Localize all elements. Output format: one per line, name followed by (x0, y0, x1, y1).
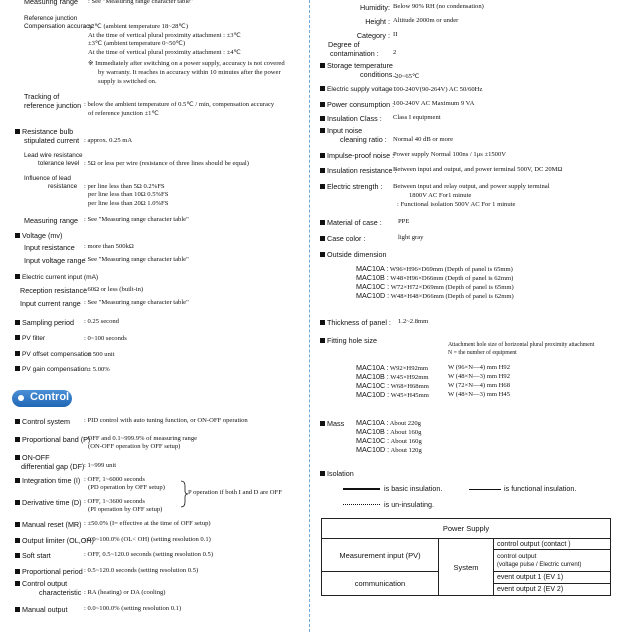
bullet-square-icon (15, 478, 20, 483)
spec-label: PV gain compensation (22, 366, 88, 373)
column-divider (309, 0, 310, 632)
spec-value: -20~65℃ (393, 73, 420, 80)
bullet-square-icon (320, 63, 325, 68)
spec-value: About 120g (390, 447, 422, 454)
spec-influence-label (24, 175, 77, 191)
spec-proportional-band (15, 435, 90, 444)
spec-value: : See "Measuring range character table" (84, 216, 189, 223)
functional-insulation-line-icon (469, 489, 501, 490)
model-name: MAC10B : (356, 372, 389, 381)
spec-value: : 0.5~120.0 seconds (setting resolution 0.5) (84, 567, 199, 574)
spec-label: Input noise (327, 126, 363, 135)
spec-derivative (15, 498, 82, 507)
spec-label: Control output (22, 579, 68, 588)
bullet-square-icon (15, 607, 20, 612)
cell-text: (voltage pulse / Electric current) (497, 561, 582, 568)
spec-label: PV offset compensation (22, 351, 92, 358)
bullet-square-icon (15, 366, 20, 371)
bullet-square-icon (15, 522, 20, 527)
bullet-square-icon (320, 471, 325, 476)
control-output-voltage-cell (494, 550, 611, 572)
bullet-square-icon (320, 236, 325, 241)
event-output-cell (494, 572, 611, 596)
spec-label: differential gap (DF) (21, 461, 85, 471)
spec-label: Material of case : (327, 218, 382, 227)
bullet-square-icon (320, 86, 325, 91)
bullet-square-icon (320, 168, 325, 173)
bullet-square-icon (320, 184, 325, 189)
spec-label: Measuring range (24, 0, 78, 6)
spec-value: : ±2℃ (ambient temperature 18~28℃) (84, 23, 189, 30)
spec-value: (ON-OFF operation by OFF setup) (88, 443, 181, 451)
spec-electric-strength-values (393, 182, 550, 209)
bullet-square-icon (15, 500, 20, 505)
spec-label: contamination : (330, 49, 379, 58)
spec-integration-values (84, 476, 165, 493)
spec-measuring-range-top (24, 0, 193, 7)
legend-basic-insulation: is basic insulation. (384, 484, 443, 493)
spec-soft-start (15, 551, 51, 560)
spec-insulation-resistance (320, 166, 397, 175)
spec-value: : below the ambient temperature of 0.5℃ / min, compensation accuracy (84, 101, 275, 108)
spec-value: per line less than 20Ω 1.0%FS (88, 199, 169, 207)
spec-value: : approx. 0.25 mA (84, 137, 133, 144)
spec-supply-voltage (320, 86, 396, 93)
spec-pv-offset (15, 351, 92, 358)
mass-list (356, 419, 422, 455)
power-supply-cell: Power Supply (322, 519, 611, 539)
spec-value: : See "Measuring range character table" (88, 0, 193, 5)
spec-label: Power consumption : (327, 100, 395, 109)
spec-value: : ± 5.00% (84, 366, 110, 373)
spec-value: light gray (398, 234, 424, 241)
spec-value: : 0.0~100.0% (setting resolution 0.1) (84, 605, 182, 612)
spec-label: Output limiter (OL,OH) (22, 536, 94, 545)
spec-label: Impulse-proof noise : (327, 151, 395, 160)
spec-note: N = the number of equipment (448, 350, 517, 356)
spec-value: W48×H48×D66mm (Depth of panel is 62mm) (390, 293, 514, 300)
bullet-square-icon (320, 338, 325, 343)
spec-tracking-values (84, 101, 274, 118)
spec-case-color (320, 234, 365, 243)
spec-value: : OFF, 1~3600 seconds (84, 498, 145, 505)
spec-value: (PI operation by OFF setup) (88, 506, 163, 514)
spec-degree-label (328, 40, 379, 58)
spec-label: Proportional period (22, 567, 83, 576)
cell-text: event output 1 (EV 1) (494, 572, 610, 584)
bullet-square-icon (320, 153, 325, 158)
bullet-square-icon (15, 351, 20, 356)
spec-value: Power supply Normal 100ns / 1μs ±1500V (393, 151, 507, 158)
spec-label: Lead wire resistance (24, 152, 83, 159)
spec-value: : 0.0~100.0% (OL< OH) (setting resolution 0.1) (84, 536, 211, 543)
spec-label: Manual reset (MR) (22, 520, 82, 529)
spec-value: W (48×N—3) mm H92 (448, 373, 511, 380)
spec-influence-values (84, 183, 168, 208)
section-dot-icon (18, 395, 24, 401)
bullet-square-icon (320, 421, 325, 426)
bullet-square-icon (15, 538, 20, 543)
spec-value: W (72×N—4) mm H68 (448, 382, 511, 389)
spec-ref-junction-values (84, 23, 285, 86)
spec-label: stipulated current (24, 136, 80, 145)
spec-value: Between input and output, and power terminal 500V, DC 20MΩ (393, 166, 563, 173)
model-name: MAC10A : (356, 363, 389, 372)
spec-label: cleaning ratio : (340, 135, 387, 144)
model-name: MAC10D : (356, 445, 390, 454)
spec-value: : per line less than 5Ω 0.2%FS (84, 183, 165, 190)
spec-value: W45×H45mm (390, 392, 429, 399)
spec-value: (PD operation by OFF setup) (88, 484, 165, 492)
spec-pv-filter (15, 335, 45, 342)
spec-label: Reception resistance (20, 286, 88, 295)
bullet-square-icon (15, 274, 20, 279)
measurement-input-cell: Measurement input (PV) (322, 539, 439, 572)
spec-value: : ±50.0% (I= effective at the time of OFF setup) (84, 520, 211, 527)
bullet-square-icon (15, 437, 20, 442)
spec-control-output (15, 580, 81, 597)
spec-value: supply is switched on. (98, 77, 157, 85)
model-name: MAC10C : (356, 436, 390, 445)
isolation-diagram-table (321, 518, 611, 596)
spec-control-system (15, 417, 70, 426)
spec-mass-heading (320, 419, 344, 428)
model-name: MAC10B : (356, 427, 389, 436)
spec-value: W (96×N—4) mm H92 (448, 364, 511, 371)
spec-noise-label (320, 126, 387, 144)
spec-label: Electric strength : (327, 182, 383, 191)
section-title: Control (30, 391, 70, 403)
spec-resistance-bulb-label (15, 127, 79, 145)
spec-label: resistance (48, 183, 78, 190)
cell-text: event output 2 (EV 2) (497, 586, 564, 593)
spec-value: : 5Ω or less per wire (resistance of three lines should be equal) (84, 160, 249, 167)
spec-value: by warranty. It reaches in accuracy within 10 minutes after the power (98, 68, 281, 76)
outside-dimension-list (356, 265, 514, 301)
spec-integration (15, 476, 80, 485)
spec-label: Degree of (328, 40, 360, 49)
spec-label: Reference junction (24, 15, 78, 22)
spec-value: 100-240V AC Maximum 9 VA (393, 100, 475, 107)
spec-label: Insulation Class : (327, 114, 382, 123)
spec-value: Altitude 2000m or under (393, 17, 459, 24)
spec-label: Storage temperature (327, 61, 393, 70)
spec-proportional-period (15, 567, 83, 576)
bullet-square-icon (15, 335, 20, 340)
spec-value: 100-240V(90-264V) AC 50/60Hz (393, 86, 483, 93)
spec-label: characteristic (39, 587, 82, 597)
spec-value: PPE (398, 218, 410, 225)
model-name: MAC10B : (356, 273, 389, 282)
spec-value: W48×H96×D66mm (Depth of panel is 62mm) (390, 275, 514, 282)
spec-value: 1.2~2.8mm (398, 318, 429, 325)
spec-p-operation-note: P operation if both I and D are OFF (188, 489, 282, 496)
spec-label: Input current range (20, 299, 81, 308)
spec-value: 1800V AC For1 minute (409, 192, 472, 199)
basic-insulation-line-icon (343, 488, 380, 490)
spec-value: W92×H92mm (389, 365, 429, 372)
spec-value: W96×H96×D69mm (Depth of panel is 65mm) (389, 266, 513, 273)
spec-label: tolerance level (38, 160, 80, 167)
spec-manual-reset (15, 520, 82, 529)
spec-label: Measuring range (24, 216, 78, 225)
spec-value: : RA (heating) or DA (cooling) (84, 589, 166, 596)
spec-storage-label (320, 61, 396, 79)
spec-label: Humidity: (360, 3, 390, 12)
bullet-square-icon (320, 116, 325, 121)
spec-pv-gain (15, 366, 88, 373)
spec-value: : OFF and 0.1~999.9% of measuring range (84, 435, 198, 442)
spec-value: : See "Measuring range character table" (84, 256, 189, 263)
fitting-item (356, 390, 511, 400)
model-name: MAC10C : (356, 381, 390, 390)
spec-label: Input resistance (24, 243, 75, 252)
spec-label: Manual output (22, 605, 68, 614)
spec-impulse (320, 151, 394, 160)
bullet-square-icon (15, 320, 20, 325)
spec-voltage-heading (15, 231, 62, 240)
spec-material (320, 218, 382, 227)
section-header-control (12, 390, 72, 407)
spec-onoff (15, 454, 84, 471)
spec-value: : OFF, 1~6000 seconds (84, 476, 145, 483)
spec-value: ※ Immediately after switching on a power supply, accuracy is not covered (88, 60, 285, 68)
model-name: MAC10D : (356, 291, 390, 300)
bullet-square-icon (15, 419, 20, 424)
legend-un-insulating: is un-insulating. (384, 500, 434, 509)
spec-note: Attachment hole size of horizontal plural proximity attachment (448, 342, 595, 348)
spec-lead-wire-label (24, 152, 83, 168)
spec-label: Soft start (22, 551, 51, 560)
bullet-square-icon (320, 128, 325, 133)
communication-cell: communication (322, 572, 439, 596)
brace-icon (180, 480, 188, 508)
spec-output-limiter (15, 536, 94, 545)
spec-electric-strength (320, 182, 383, 191)
spec-label: Isolation (327, 469, 354, 478)
spec-power (320, 100, 394, 109)
spec-value: Below 90% RH (no condensation) (393, 3, 484, 10)
system-cell: System (439, 539, 494, 596)
spec-label: Derivative time (D) (22, 498, 82, 507)
spec-label: Thickness of panel : (327, 318, 391, 327)
outside-item (356, 292, 514, 301)
spec-value: Class I equipment (393, 114, 441, 121)
spec-label: Case color : (327, 234, 366, 243)
spec-label: Height : (365, 17, 390, 26)
model-name: MAC10A : (356, 418, 389, 427)
spec-value: : 0~100 seconds (84, 335, 127, 342)
spec-label: Compensation accuracy (24, 23, 93, 30)
spec-sampling (15, 318, 74, 327)
spec-label: Resistance bulb (22, 127, 74, 136)
spec-value: : See "Measuring range character table" (84, 299, 189, 306)
un-insulating-line-icon (343, 504, 380, 505)
spec-label: Electric supply voltage : (327, 86, 397, 93)
bullet-square-icon (15, 455, 20, 460)
spec-derivative-values (84, 498, 162, 515)
spec-label: Input voltage range (24, 256, 86, 265)
spec-value: About 160g (390, 438, 422, 445)
spec-label: Sampling period (22, 318, 74, 327)
spec-value: : 60Ω or less (built-in) (84, 286, 144, 293)
spec-label: reference junction (24, 101, 82, 110)
spec-label: Integration time (I) (22, 476, 81, 485)
spec-fitting-heading (320, 336, 377, 345)
spec-label: conditions : (360, 70, 397, 79)
spec-value: : 1~999 unit (84, 462, 117, 469)
spec-label: Outside dimension (327, 250, 387, 259)
spec-value: : OFF, 0.5~120.0 seconds (setting resolution 0.5) (84, 551, 214, 558)
spec-value: Between input and relay output, and power supply terminal (393, 183, 550, 190)
spec-proportional-band-values (84, 435, 197, 452)
spec-value: At the time of vertical plural proximity attachment : ±4℃ (88, 48, 241, 56)
bullet-square-icon (320, 320, 325, 325)
spec-value: per line less than 10Ω 0.5%FS (88, 191, 169, 199)
spec-label: Mass (327, 419, 345, 428)
spec-tracking-label (24, 92, 81, 110)
spec-thickness (320, 318, 391, 327)
bullet-square-icon (15, 129, 20, 134)
bullet-square-icon (320, 252, 325, 257)
spec-value: W68×H68mm (390, 383, 429, 390)
spec-value: of reference junction ±1℃ (88, 109, 159, 117)
bullet-square-icon (15, 569, 20, 574)
spec-value: W (48×N—3) mm H45 (448, 391, 511, 398)
spec-label: Insulation resistance : (327, 166, 397, 175)
spec-value: About 160g (390, 429, 422, 436)
mass-item (356, 446, 422, 455)
bullet-square-icon (320, 102, 325, 107)
bullet-square-icon (15, 581, 20, 586)
spec-label: Influence of lead (24, 175, 71, 182)
spec-value: 2 (393, 49, 397, 56)
spec-value: ±3℃ (ambient temperature 0~50℃) (88, 40, 186, 48)
spec-outside-heading (320, 250, 387, 259)
spec-label: ON-OFF (22, 453, 50, 462)
bullet-square-icon (320, 220, 325, 225)
spec-value: : more than 500kΩ (84, 243, 134, 250)
spec-manual-output (15, 605, 68, 614)
bullet-square-icon (15, 233, 20, 238)
model-name: MAC10A : (356, 264, 389, 273)
spec-value: At the time of vertical plural proximity attachment : ±3℃ (88, 31, 241, 39)
spec-label: Tracking of (24, 92, 60, 101)
spec-label: Control system (22, 417, 70, 426)
spec-insulation-class (320, 114, 382, 123)
model-name: MAC10D : (356, 390, 390, 399)
spec-current-heading (15, 274, 98, 281)
spec-label: Proportional band (P) (22, 435, 91, 444)
spec-value: W45×H92mm (390, 374, 429, 381)
spec-ref-junction (24, 15, 93, 31)
spec-value: : 0.25 second (84, 318, 119, 325)
legend-functional-insulation: is functional insulation. (504, 484, 577, 493)
spec-isolation-heading (320, 469, 354, 478)
fitting-note (448, 341, 594, 357)
spec-value: : ± 500 unit (84, 351, 115, 358)
spec-value: W72×H72×D69mm (Depth of panel is 65mm) (390, 284, 514, 291)
spec-value: II (393, 31, 398, 38)
bullet-square-icon (15, 553, 20, 558)
spec-value: : Functional isolation 500V AC For 1 minute (397, 201, 516, 208)
fitting-list (356, 363, 511, 400)
spec-label: PV filter (22, 335, 46, 342)
spec-value: About 220g (389, 420, 421, 427)
cell-text: control output (497, 552, 537, 560)
spec-value: : PID control with auto tuning function, or ON-OFF operation (84, 417, 248, 424)
spec-value: Normal 40 dB or more (393, 136, 454, 143)
model-name: MAC10C : (356, 282, 390, 291)
control-output-contact-cell: control output (contact ) (494, 539, 611, 550)
spec-label: Voltage (mv) (22, 231, 63, 240)
spec-label: Electric current input (mA) (22, 274, 99, 281)
spec-label: Fitting hole size (327, 336, 377, 345)
spec-label: Category : (356, 31, 390, 40)
